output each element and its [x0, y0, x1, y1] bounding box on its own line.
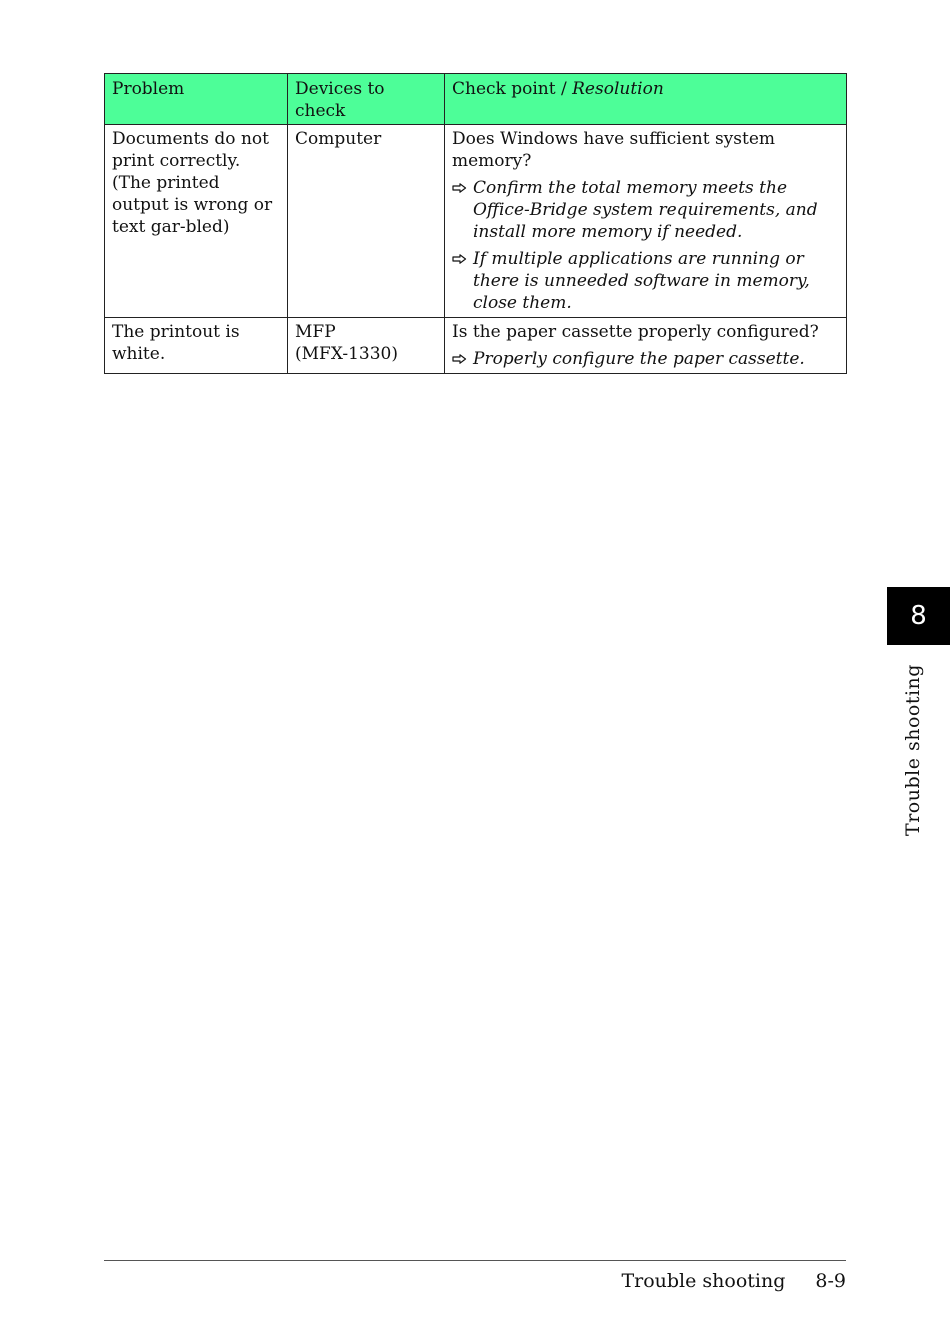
- resolution-item: [452, 348, 839, 370]
- header-check-point: [445, 74, 847, 125]
- devices-cell: [288, 125, 445, 318]
- resolution-item: [452, 248, 839, 314]
- header-devices-to-check: Devices to check: [288, 74, 445, 125]
- chapter-number: 8: [910, 601, 927, 631]
- header-problem: Problem: [105, 74, 288, 125]
- resolution-text: If multiple applications are running or there is unneeded software in memory, close them.: [473, 249, 810, 313]
- footer-section-title: Trouble shooting: [621, 1270, 786, 1292]
- trouble-shooting-table: [104, 73, 847, 374]
- page-number: 8-9: [815, 1270, 846, 1292]
- header-check-point-label: Check point /: [452, 79, 573, 99]
- chapter-tab: [887, 587, 950, 645]
- resolution-text: Confirm the total memory meets the Office-Bridge system requirements, and install more memory if needed.: [473, 178, 818, 242]
- problem-cell: The printout is white.: [105, 318, 288, 374]
- resolution-text: Properly configure the paper cassette.: [473, 349, 805, 369]
- check-cell: [445, 125, 847, 318]
- problem-cell: Documents do not print correctly. (The printed output is wrong or text gar-bled): [105, 125, 288, 318]
- chapter-title: Trouble shooting: [902, 664, 924, 836]
- device-name: MFP: [295, 322, 336, 342]
- devices-cell: [288, 318, 445, 374]
- check-cell: [445, 318, 847, 374]
- arrow-right-icon: [452, 248, 468, 270]
- header-resolution-label: Resolution: [572, 79, 664, 99]
- resolution-item: [452, 177, 839, 243]
- device-name: Computer: [295, 129, 382, 149]
- table-header-row: [105, 74, 847, 125]
- check-point-text: Is the paper cassette properly configured?: [452, 322, 819, 342]
- device-model: (MFX-1330): [295, 344, 398, 364]
- footer-divider: [104, 1260, 846, 1261]
- arrow-right-icon: [452, 177, 468, 199]
- table-row: [105, 125, 847, 318]
- table-row: [105, 318, 847, 374]
- page-footer: [621, 1270, 846, 1292]
- arrow-right-icon: [452, 348, 468, 370]
- check-point-text: Does Windows have sufficient system memory?: [452, 129, 776, 171]
